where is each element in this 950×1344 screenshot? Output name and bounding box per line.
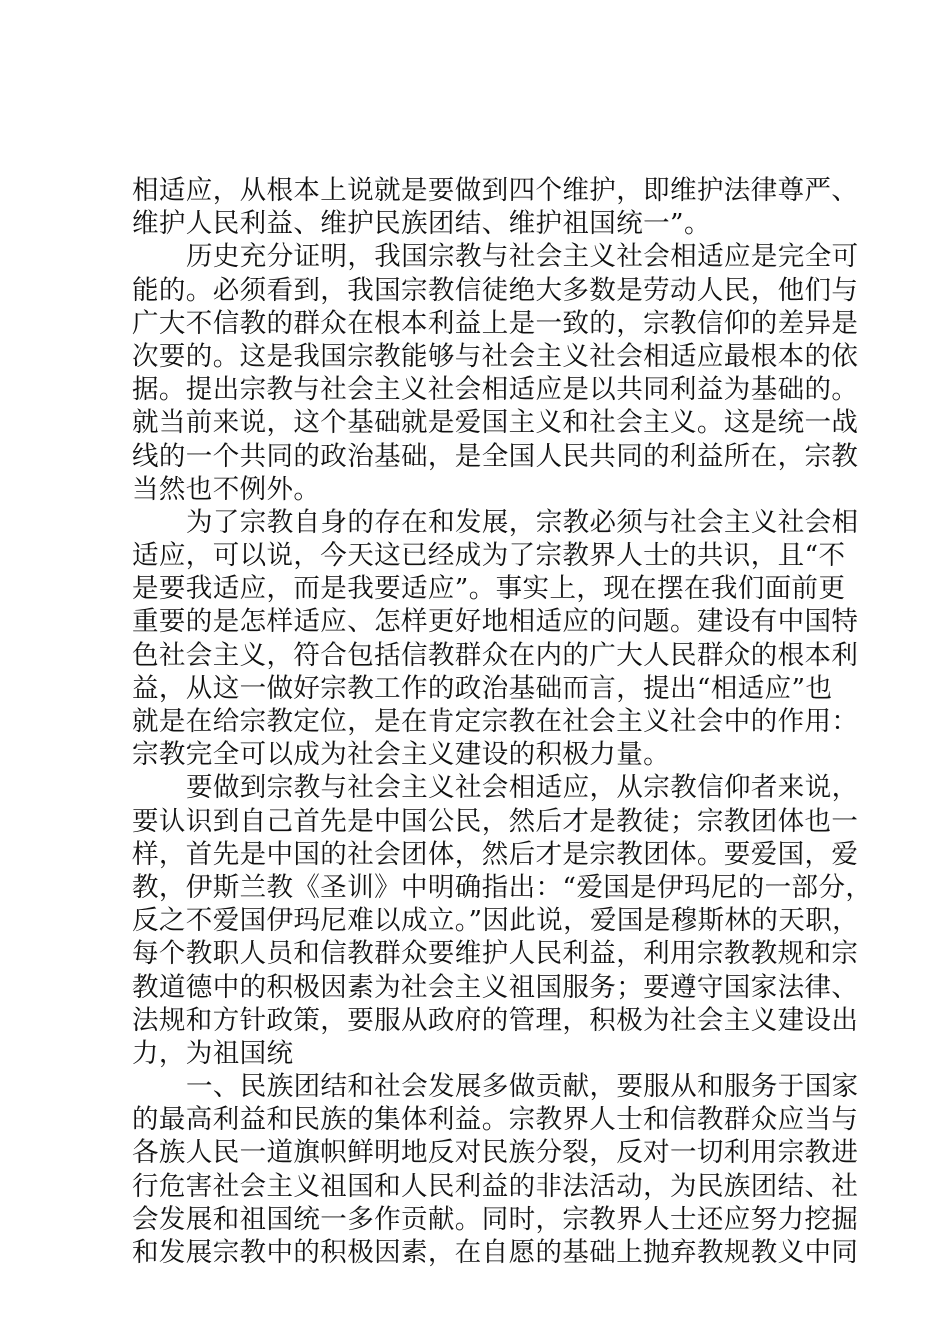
text-line: 力，为祖国统 xyxy=(132,1037,294,1069)
text-line: 广大不信教的群众在根本利益上是一致的，宗教信仰的差异是 xyxy=(132,307,859,339)
body-text xyxy=(132,174,873,1269)
text-line: 线的一个共同的政治基础，是全国人民共同的利益所在，宗教 xyxy=(132,440,859,472)
text-line: 为了宗教自身的存在和发展，宗教必须与社会主义社会相 xyxy=(186,506,859,538)
text-line: 据。提出宗教与社会主义社会相适应是以共同利益为基础的。 xyxy=(132,374,859,406)
text-line: 法规和方针政策，要服从政府的管理，积极为社会主义建设出 xyxy=(132,1004,859,1036)
text-line: 教道德中的积极因素为社会主义祖国服务；要遵守国家法律、 xyxy=(132,971,859,1003)
text-line: 是要我适应，而是我要适应”。事实上，现在摆在我们面前更 xyxy=(132,573,846,605)
text-line: 行危害社会主义祖国和人民利益的非法活动，为民族团结、社 xyxy=(132,1170,859,1202)
text-line: 每个教职人员和信教群众要维护人民利益，利用宗教教规和宗 xyxy=(132,938,859,970)
text-line: 宗教完全可以成为社会主义建设的积极力量。 xyxy=(132,739,670,771)
text-line: 要认识到自己首先是中国公民，然后才是教徒；宗教团体也一 xyxy=(132,805,859,837)
text-line: 反之不爱国伊玛尼难以成立。”因此说，爱国是穆斯林的天职， xyxy=(132,905,859,937)
text-line: 重要的是怎样适应、怎样更好地相适应的问题。建设有中国特 xyxy=(132,606,859,638)
text-line: 和发展宗教中的积极因素，在自愿的基础上抛弃教规教义中同 xyxy=(132,1237,859,1268)
text-line: 各族人民一道旗帜鲜明地反对民族分裂，反对一切利用宗教进 xyxy=(132,1137,859,1169)
text-line: 的最高利益和民族的集体利益。宗教界人士和信教群众应当与 xyxy=(132,1104,859,1136)
text-line: 益，从这一做好宗教工作的政治基础而言，提出“相适应”也 xyxy=(132,672,833,704)
text-line: 能的。必须看到，我国宗教信徒绝大多数是劳动人民，他们与 xyxy=(132,274,859,306)
text-line: 当然也不例外。 xyxy=(132,473,321,505)
text-line: 次要的。这是我国宗教能够与社会主义社会相适应最根本的依 xyxy=(132,340,859,372)
text-line: 色社会主义，符合包括信教群众在内的广大人民群众的根本利 xyxy=(132,639,859,671)
text-line: 会发展和祖国统一多作贡献。同时，宗教界人士还应努力挖掘 xyxy=(132,1203,859,1235)
text-line: 样，首先是中国的社会团体，然后才是宗教团体。要爱国，爱 xyxy=(132,838,859,870)
text-line: 教，伊斯兰教《圣训》中明确指出：“爱国是伊玛尼的一部分， xyxy=(132,871,873,903)
text-line: 历史充分证明，我国宗教与社会主义社会相适应是完全可 xyxy=(186,241,859,273)
text-line: 要做到宗教与社会主义社会相适应，从宗教信仰者来说， xyxy=(186,772,859,804)
text-line: 一、民族团结和社会发展多做贡献，要服从和服务于国家 xyxy=(186,1071,859,1103)
text-line: 维护人民利益、维护民族团结、维护祖国统一”。 xyxy=(132,208,711,240)
text-line: 就当前来说，这个基础就是爱国主义和社会主义。这是统一战 xyxy=(132,407,859,439)
text-line: 相适应，从根本上说就是要做到四个维护，即维护法律尊严、 xyxy=(132,175,859,206)
text-line: 就是在给宗教定位，是在肯定宗教在社会主义社会中的作用： xyxy=(132,706,859,737)
text-line: 适应，可以说，今天这已经成为了宗教界人士的共识，且“不 xyxy=(132,540,846,572)
